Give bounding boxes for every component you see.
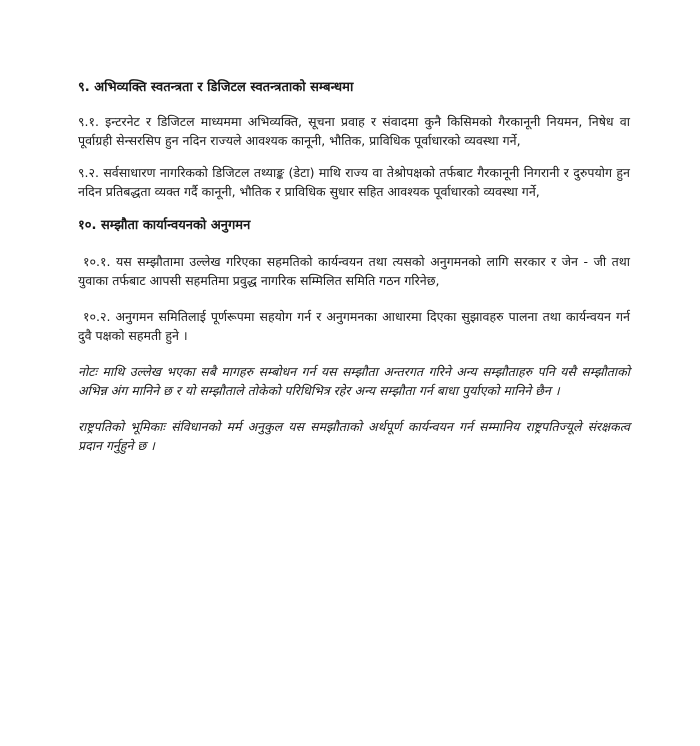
section-9-heading: ९. अभिव्यक्ति स्वतन्त्रता र डिजिटल स्वतन्त्रताको सम्बन्धमा: [78, 80, 354, 95]
note-paragraph: नोटः माथि उल्लेख भएका सबै मागहरु सम्बोधन गर्न यस सम्झौता अन्तरगत गरिने अन्य सम्झौताहरु पनि यसै सम्झौताको अभिन्न अंग मानिने छ र यो सम्झौताले तोकेको परिधिभित्र रहेर अन्य सम्झौता गर्न बाधा पुर्याएको मानिने छैन ।: [78, 364, 630, 398]
section-9-2-paragraph: ९.२. सर्वसाधारण नागरिकको डिजिटल तथ्याङ्क (डेटा) माथि राज्य वा तेश्रोपक्षको तर्फबाट गैरकानूनी निगरानी र दुरुपयोग हुन नदिन प्रतिबद्धता व्यक्त गर्दै कानूनी, भौतिक र प्राविधिक सुधार सहित आवश्यक पूर्वाधारको व्यवस्था गर्ने,: [78, 165, 630, 199]
president-role-paragraph: राष्ट्रपतिको भूमिकाः संविधानको मर्म अनुकुल यस समझौताको अर्थपूर्ण कार्यन्वयन गर्न सम्मानिय राष्ट्रपतिज्यूले संरक्षकत्व प्रदान गर्नुहुने छ ।: [78, 419, 630, 453]
document-page: [78, 74, 630, 455]
section-10-2-paragraph: १०.२. अनुगमन समितिलाई पूर्णरूपमा सहयोग गर्न र अनुगमनका आधारमा दिएका सुझावहरु पालना तथा कार्यन्वयन गर्न दुवै पक्षको सहमती हुने ।: [78, 309, 630, 343]
section-10-heading: १०. सम्झौता कार्यान्वयनको अनुगमन: [78, 218, 251, 233]
section-9-1-paragraph: ९.१. इन्टरनेट र डिजिटल माध्यममा अभिव्यक्ति, सूचना प्रवाह र संवादमा कुनै किसिमको गैरकानूनी नियमन, निषेध वा पूर्वाग्रही सेन्सरसिप हुन नदिन राज्यले आवश्यक कानूनी, भौतिक, प्राविधिक पूर्वाधारको व्यवस्था गर्ने,: [78, 114, 630, 148]
section-10-1-paragraph: १०.१. यस सम्झौतामा उल्लेख गरिएका सहमतिको कार्यन्वयन तथा त्यसको अनुगमनको लागि सरकार र जेन - जी तथा युवाका तर्फबाट आपसी सहमतिमा प्रवुद्ध नागरिक सम्मिलित समिति गठन गरिनेछ,: [78, 254, 630, 288]
